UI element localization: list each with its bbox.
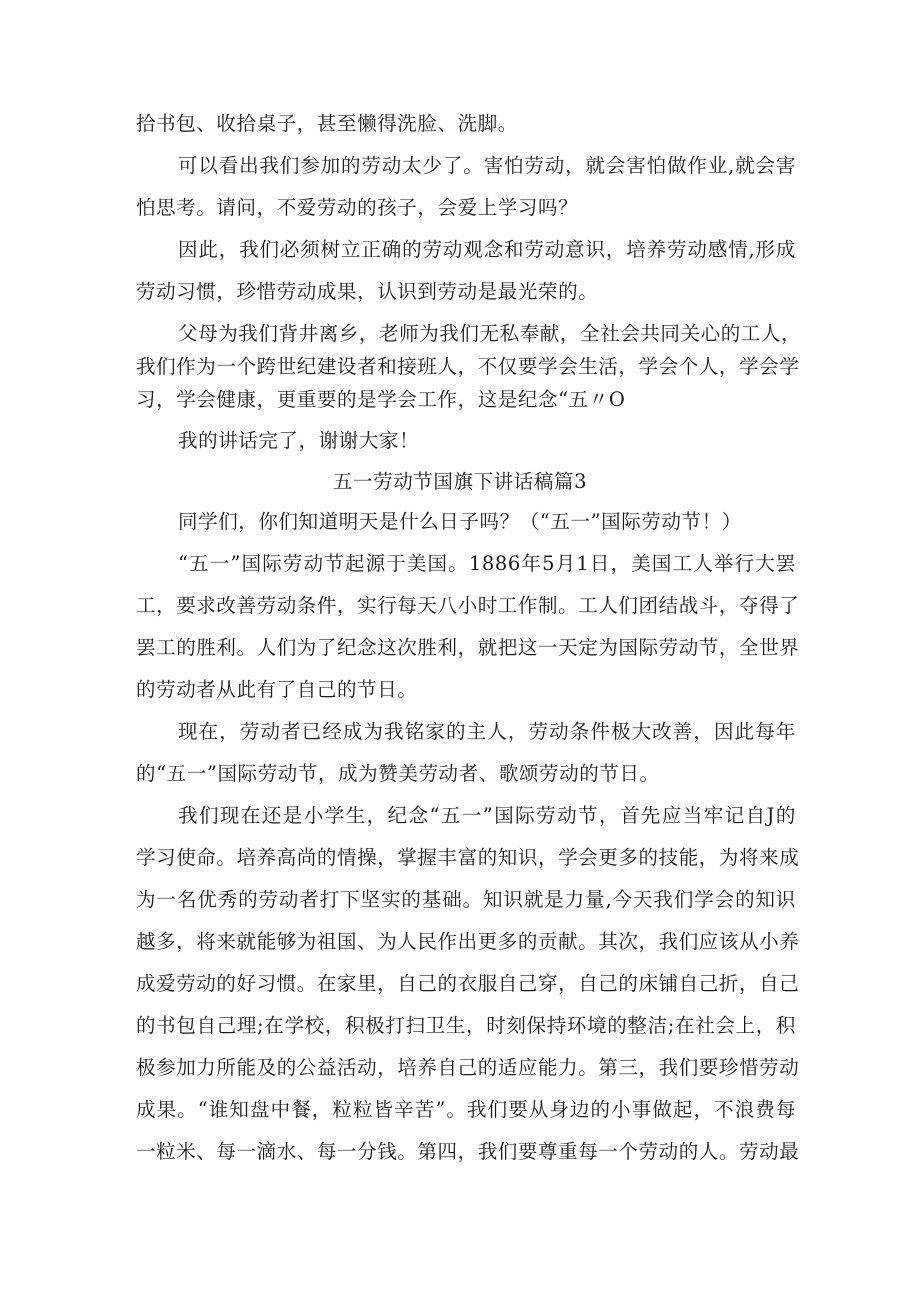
paragraph-line: 成爱劳动的好习惯。在家里，自己的衣服自己穿，自己的床铺自己折，自己 — [136, 972, 800, 995]
paragraph-line: 我的讲话完了，谢谢大家！ — [178, 429, 420, 452]
paragraph-line: 拾书包、收拾桌子，甚至懒得洗脸、洗脚。 — [136, 112, 518, 135]
section-heading: 五一劳动节国旗下讲话稿篇3 — [332, 470, 588, 493]
paragraph-line: 罢工的胜利。人们为了纪念这次胜利，就把这一天定为国际劳动节，全世界 — [136, 636, 800, 659]
paragraph-line: 可以看出我们参加的劳动太少了。害怕劳动，就会害怕做作业,就会害 — [178, 154, 796, 177]
paragraph-line: 习，学会健康，更重要的是学会工作，这是纪念“五〃O — [136, 388, 626, 411]
paragraph-line: 越多，将来就能够为祖国、为人民作出更多的贡献。其次，我们应该从小养 — [136, 930, 800, 953]
paragraph-line: 极参加力所能及的公益活动，培养自己的适应能力。第三，我们要珍惜劳动 — [136, 1056, 800, 1079]
paragraph-line: 劳动习惯，珍惜劳动成果，认识到劳动是最光荣的。 — [136, 280, 599, 303]
paragraph-line: 因此，我们必须树立正确的劳动观念和劳动意识，培养劳动感情,形成 — [178, 238, 796, 261]
paragraph-line: “五一”国际劳动节起源于美国。1886年5月1日，美国工人举行大罢 — [178, 552, 796, 575]
paragraph-line: 的书包自己理;在学校，积极打扫卫生，时刻保持环境的整洁;在社会上，积 — [136, 1014, 796, 1037]
paragraph-line: 成果。“谁知盘中餐，粒粒皆辛苦”。我们要从身边的小事做起，不浪费每 — [136, 1098, 796, 1121]
paragraph-line: 我们作为一个跨世纪建设者和接班人，不仅要学会生活，学会个人，学会学 — [136, 355, 800, 378]
paragraph-line: 的劳动者从此有了自己的节日。 — [136, 678, 418, 701]
paragraph-line: 怕思考。请问，不爱劳动的孩子，会爱上学习吗？ — [136, 196, 579, 219]
paragraph-line: 现在，劳动者已经成为我铭家的主人，劳动条件极大改善，因此每年 — [178, 720, 796, 743]
paragraph-line: 我们现在还是小学生，纪念“五一”国际劳动节，首先应当牢记自J的 — [178, 804, 796, 827]
paragraph-line: 为一名优秀的劳动者打下坚实的基础。知识就是力量,今天我们学会的知识 — [136, 888, 796, 911]
paragraph-line: 一粒米、每一滴水、每一分钱。第四，我们要尊重每一个劳动的人。劳动最 — [136, 1140, 800, 1163]
paragraph-line: 的“五一”国际劳动节，成为赞美劳动者、歌颂劳动的节日。 — [136, 762, 660, 785]
paragraph-line: 工，要求改善劳动条件，实行每天八小时工作制。工人们团结战斗，夺得了 — [136, 594, 800, 617]
paragraph-line: 父母为我们背井离乡，老师为我们无私奉献，全社会共同关心的工人， — [178, 322, 802, 345]
paragraph-line: 同学们，你们知道明天是什么日子吗？（“五一”国际劳动节！） — [178, 510, 742, 533]
paragraph-line: 学习使命。培养高尚的情操，掌握丰富的知识，学会更多的技能，为将来成 — [136, 846, 800, 869]
